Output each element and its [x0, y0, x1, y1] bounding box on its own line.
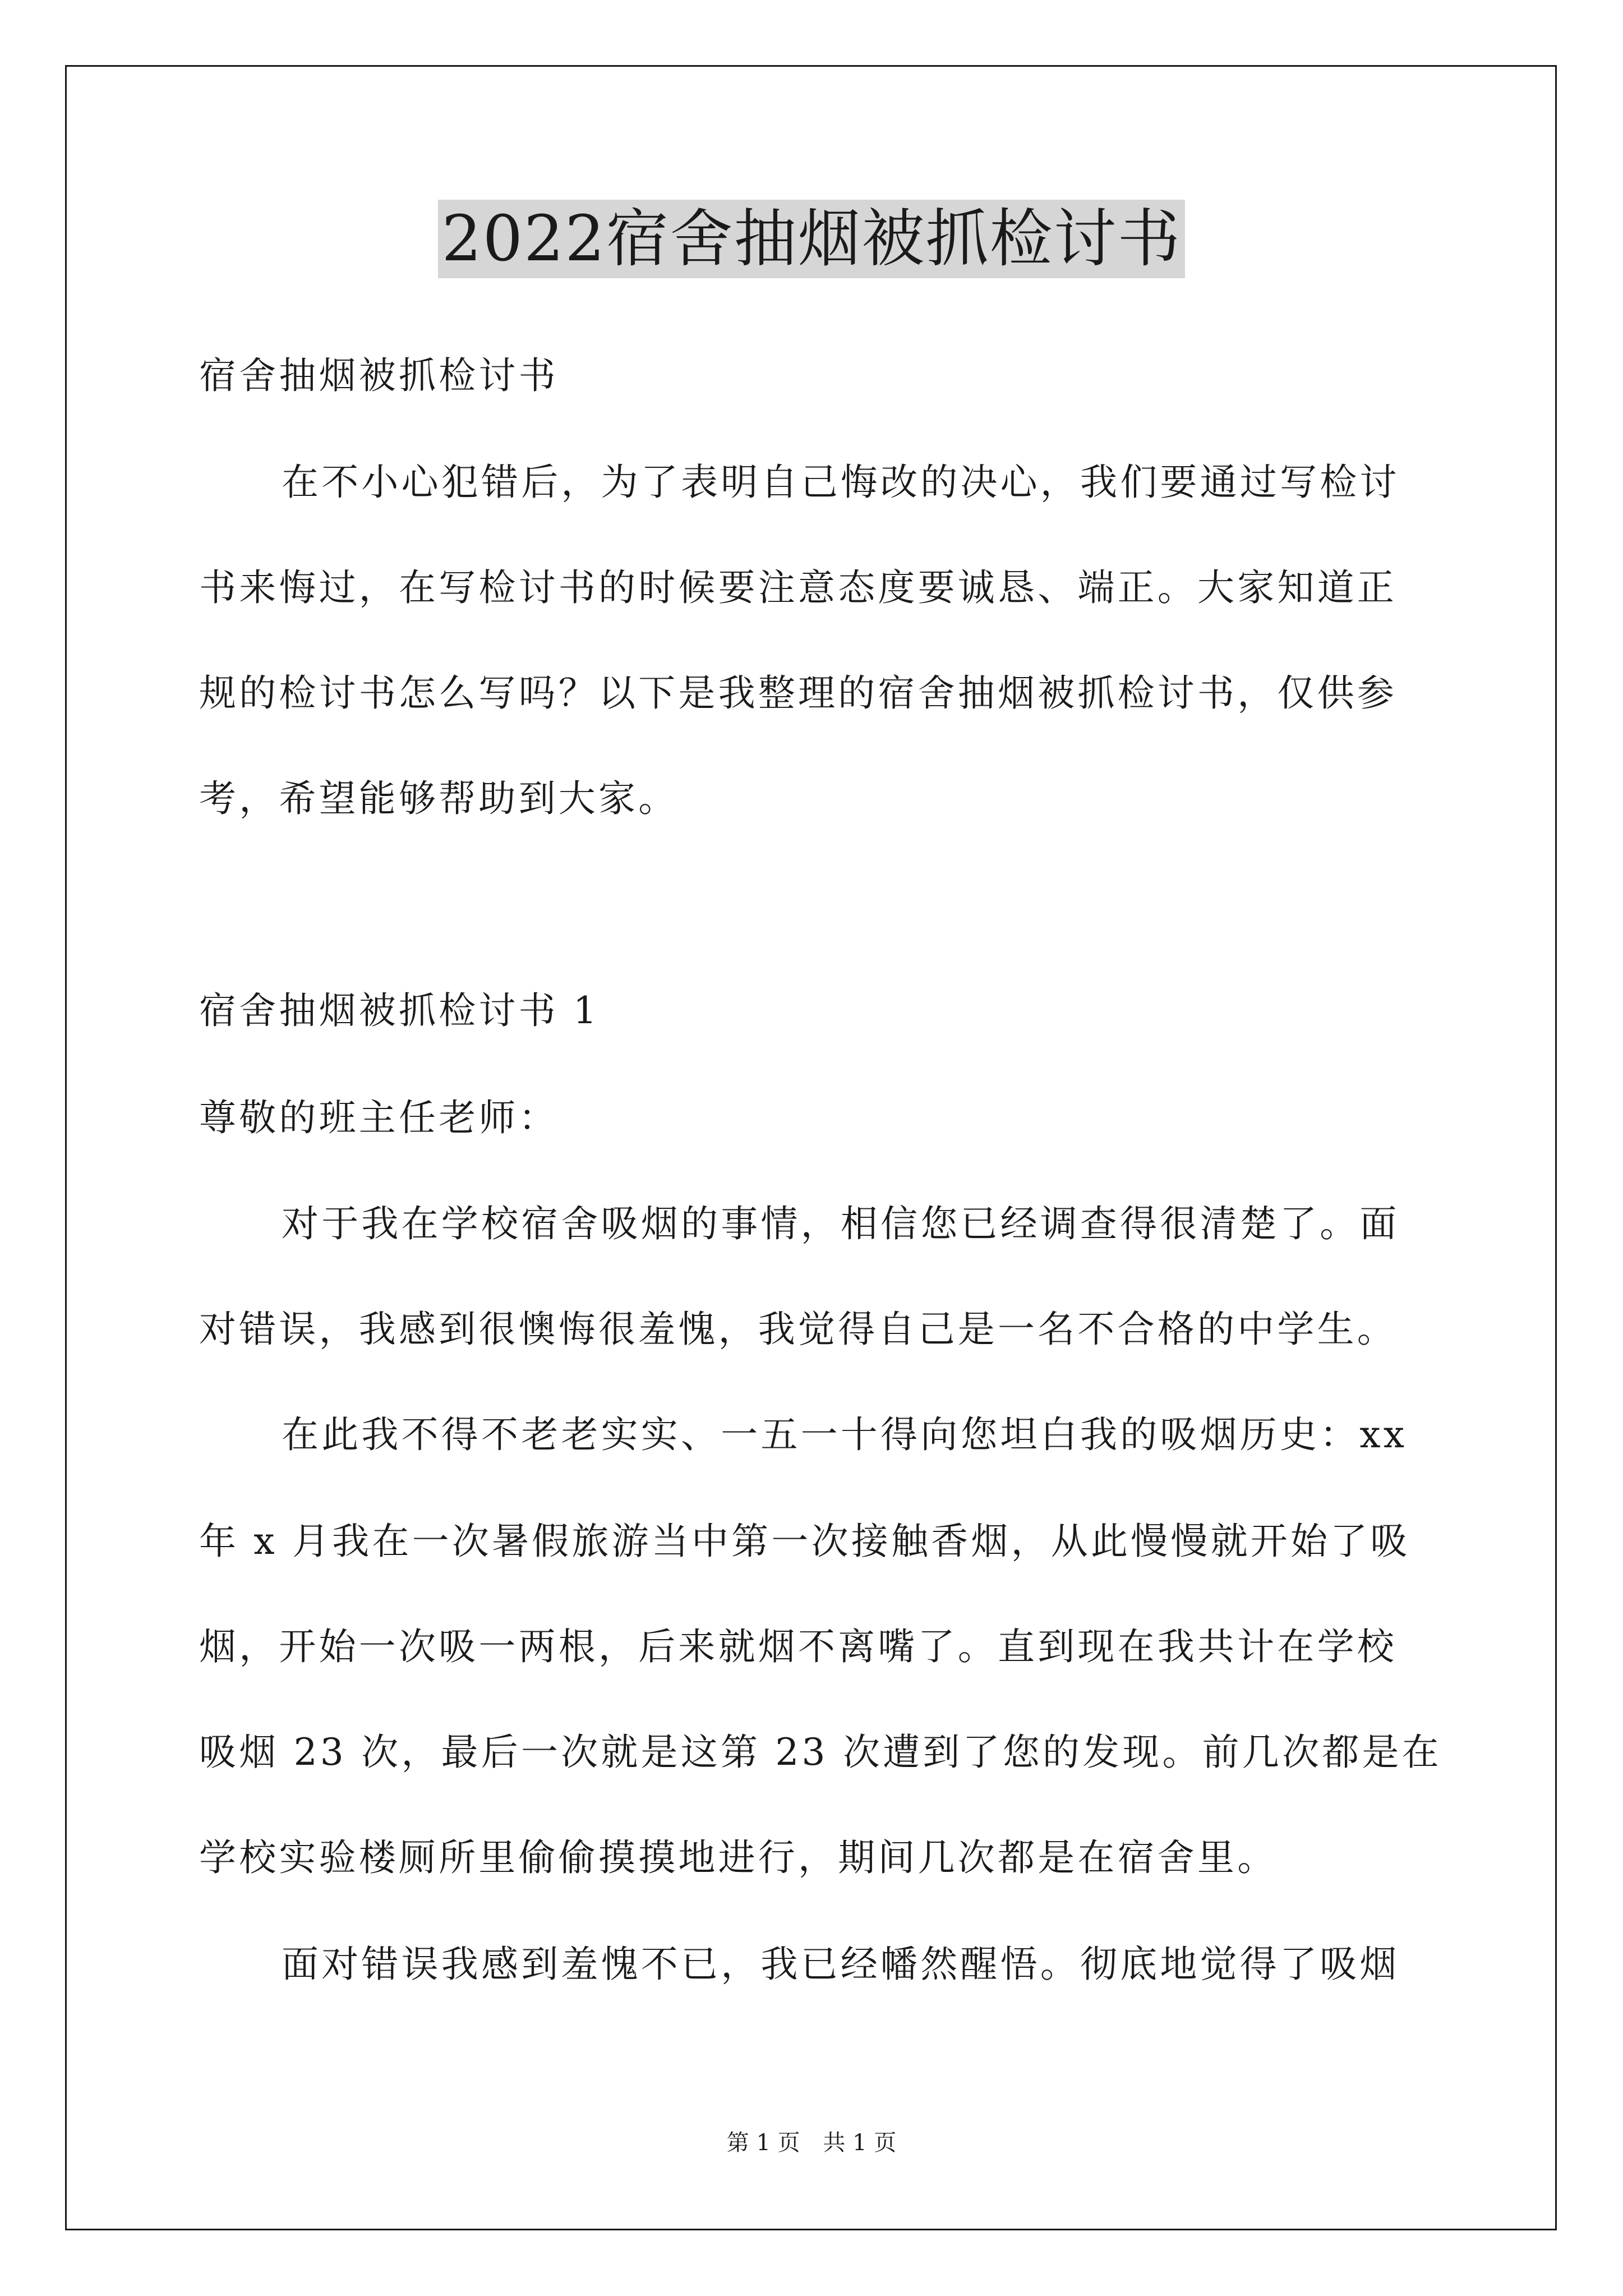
section-heading: 宿舍抽烟被抓检讨书 [199, 354, 559, 397]
page-total: 共 1 页 [823, 2130, 897, 2156]
paragraph-line: 烟，开始一次吸一两根，后来就烟不离嘴了。直到现在我共计在学校 [199, 1625, 1397, 1668]
paragraph-line: 年 x 月我在一次暑假旅游当中第一次接触香烟，从此慢慢就开始了吸 [199, 1520, 1410, 1563]
salutation: 尊敬的班主任老师： [199, 1096, 559, 1139]
document-title: 2022宿舍抽烟被抓检讨书 [438, 200, 1184, 278]
section-heading: 宿舍抽烟被抓检讨书 1 [199, 989, 600, 1032]
page-footer [0, 2129, 1623, 2157]
paragraph-line: 面对错误我感到羞愧不已，我已经幡然醒悟。彻底地觉得了吸烟 [282, 1943, 1400, 1986]
paragraph-line: 学校实验楼厕所里偷偷摸摸地进行，期间几次都是在宿舍里。 [199, 1836, 1278, 1879]
paragraph-line: 在此我不得不老老实实、一五一十得向您坦白我的吸烟历史：xx [282, 1413, 1408, 1456]
paragraph-line: 考，希望能够帮助到大家。 [199, 777, 679, 820]
paragraph-line: 在不小心犯错后，为了表明自己悔改的决心，我们要通过写检讨 [282, 461, 1400, 504]
paragraph-line: 规的检讨书怎么写吗？以下是我整理的宿舍抽烟被抓检讨书，仅供参 [199, 671, 1397, 715]
paragraph-line: 对于我在学校宿舍吸烟的事情，相信您已经调查得很清楚了。面 [282, 1202, 1400, 1245]
paragraph-line: 书来悔过，在写检讨书的时候要注意态度要诚恳、端正。大家知道正 [199, 566, 1397, 609]
paragraph-line: 对错误，我感到很懊悔很羞愧，我觉得自己是一名不合格的中学生。 [199, 1308, 1397, 1351]
paragraph-line: 吸烟 23 次，最后一次就是这第 23 次遭到了您的发现。前几次都是在 [199, 1731, 1442, 1774]
page-number: 第 1 页 [726, 2130, 800, 2156]
title-container [0, 200, 1623, 278]
